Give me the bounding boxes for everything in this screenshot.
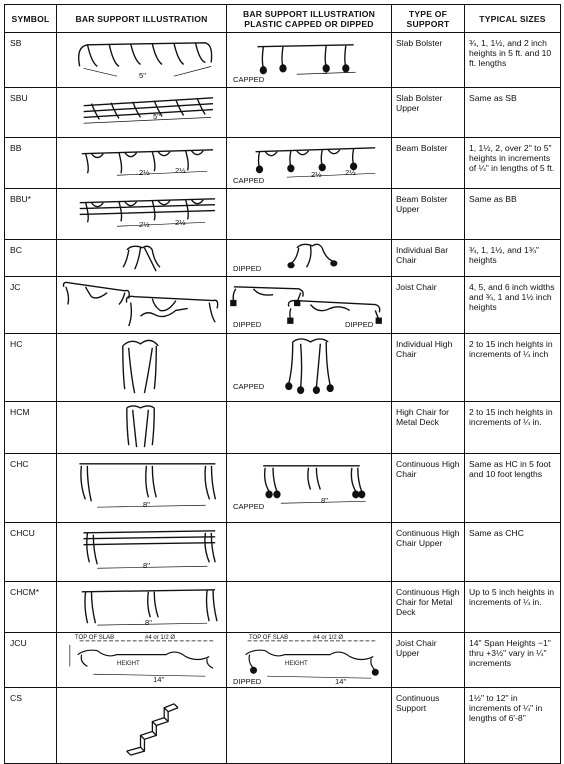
bar-support-illustration: [57, 240, 227, 277]
dimension-label: 5": [323, 67, 330, 76]
bar-support-illustration: [57, 189, 227, 240]
plastic-illustration: [227, 334, 392, 402]
dimension-label: 8": [143, 500, 150, 509]
header-type-line2: SUPPORT: [406, 18, 450, 29]
type-cell: Joist Chair Upper: [392, 633, 465, 688]
bar-support-illustration: [57, 277, 227, 334]
tag-dipped: DIPPED: [233, 264, 262, 273]
plastic-illustration: [227, 454, 392, 523]
type-cell: Beam Bolster: [392, 138, 465, 189]
dimension-label: 5": [139, 71, 146, 80]
symbol-cell: JC: [5, 277, 57, 334]
bar-support-illustration: [57, 523, 227, 582]
tag-dipped-second: DIPPED: [345, 320, 374, 329]
plastic-illustration-empty: [227, 688, 392, 764]
header-type: [392, 5, 465, 33]
symbol-cell: BBU*: [5, 189, 57, 240]
sizes-cell: 4, 5, and 6 inch widths and ¾, 1 and 1½ inch heights: [465, 277, 561, 334]
sizes-cell: 2 to 15 inch heights in increments of ¼ in.: [465, 402, 561, 454]
sizes-cell: 2 to 15 inch heights in increments of ¼ inch: [465, 334, 561, 402]
type-cell: Slab Bolster: [392, 33, 465, 88]
table-row: [5, 33, 561, 88]
type-cell: Slab Bolster Upper: [392, 88, 465, 138]
tag-capped: CAPPED: [233, 502, 265, 511]
type-cell: Continuous Support: [392, 688, 465, 764]
sizes-cell: ¾, 1, 1½, and 2 inch heights in 5 ft. and 10 ft. lengths: [465, 33, 561, 88]
plastic-illustration: [227, 633, 392, 688]
table-row: [5, 402, 561, 454]
symbol-cell: HC: [5, 334, 57, 402]
sizes-cell: Up to 5 inch heights in increments of ¼ in.: [465, 582, 561, 633]
symbol-cell: BC: [5, 240, 57, 277]
type-cell: Individual High Chair: [392, 334, 465, 402]
plastic-illustration: [227, 240, 392, 277]
sizes-cell: Same as HC in 5 foot and 10 foot lengths: [465, 454, 561, 523]
header-plastic-line2: PLASTIC CAPPED OR DIPPED: [244, 18, 374, 29]
dimension-label: 2½: [139, 220, 150, 229]
plastic-illustration-empty: [227, 582, 392, 633]
type-cell: Joist Chair: [392, 277, 465, 334]
bar-support-illustration: [57, 402, 227, 454]
bar-support-illustration: [57, 334, 227, 402]
height-label: HEIGHT: [285, 661, 308, 667]
table-row: [5, 277, 561, 334]
dimension-label: 8": [321, 496, 328, 505]
table-row: [5, 633, 561, 688]
symbol-cell: CHCU: [5, 523, 57, 582]
bar-support-illustration: [57, 33, 227, 88]
symbol-cell: BB: [5, 138, 57, 189]
header-row: [5, 5, 561, 33]
header-plastic: [227, 5, 392, 33]
tag-dipped: DIPPED: [233, 677, 262, 686]
bar-support-illustration: [57, 633, 227, 688]
sizes-cell: Same as CHC: [465, 523, 561, 582]
bar-support-illustration: [57, 454, 227, 523]
type-cell: Continuous High Chair Upper: [392, 523, 465, 582]
bar-support-illustration: [57, 582, 227, 633]
type-cell: Continuous High Chair: [392, 454, 465, 523]
sizes-cell: 14" Span Heights −1" thru +3½" vary in ¼" increments: [465, 633, 561, 688]
table-row: [5, 454, 561, 523]
sizes-cell: 1, 1½, 2, over 2" to 5" heights in increments of ¼" in lengths of 5 ft.: [465, 138, 561, 189]
type-cell: High Chair for Metal Deck: [392, 402, 465, 454]
table-row: [5, 582, 561, 633]
tag-dipped: DIPPED: [233, 320, 262, 329]
span-label: 14": [153, 675, 165, 684]
symbol-cell: CHC: [5, 454, 57, 523]
dimension-label: 2½: [139, 168, 150, 177]
sizes-cell: ¾, 1, 1½, and 1¾" heights: [465, 240, 561, 277]
tag-capped: CAPPED: [233, 382, 265, 391]
bar-note-label: #4 or 1/2 Ø: [145, 635, 176, 641]
plastic-illustration-empty: [227, 189, 392, 240]
table-row: [5, 523, 561, 582]
symbol-cell: CHCM*: [5, 582, 57, 633]
dimension-label: 8": [143, 561, 150, 570]
dimension-label: 8": [145, 618, 152, 627]
table-row: [5, 240, 561, 277]
tag-capped: CAPPED: [233, 75, 265, 84]
header-symbol: SYMBOL: [5, 5, 57, 33]
sizes-cell: Same as BB: [465, 189, 561, 240]
type-cell: Continuous High Chair for Metal Deck: [392, 582, 465, 633]
dimension-label: 2½: [175, 166, 186, 175]
type-cell: Individual Bar Chair: [392, 240, 465, 277]
symbol-cell: HCM: [5, 402, 57, 454]
table-row: [5, 138, 561, 189]
table-row: [5, 88, 561, 138]
sizes-cell: Same as SB: [465, 88, 561, 138]
header-illustration: BAR SUPPORT ILLUSTRATION: [57, 5, 227, 33]
table-row: [5, 334, 561, 402]
type-cell: Beam Bolster Upper: [392, 189, 465, 240]
table-row: [5, 688, 561, 764]
tag-capped: CAPPED: [233, 176, 265, 185]
sizes-cell: 1½" to 12" in increments of ¼" in lengths of 6'-8": [465, 688, 561, 764]
bar-support-illustration: [57, 138, 227, 189]
plastic-illustration: [227, 277, 392, 334]
span-label: 14": [335, 677, 347, 686]
table-row: [5, 189, 561, 240]
symbol-cell: SBU: [5, 88, 57, 138]
dimension-label: 2½: [311, 170, 322, 179]
bar-support-illustration: [57, 88, 227, 138]
plastic-illustration-empty: [227, 523, 392, 582]
bar-note-label: #4 or 1/2 Ø: [313, 635, 344, 641]
plastic-illustration-empty: [227, 402, 392, 454]
top-of-slab-label: TOP OF SLAB: [249, 635, 289, 641]
height-label: HEIGHT: [117, 661, 140, 667]
header-type-line1: TYPE OF: [408, 8, 448, 19]
plastic-illustration-empty: [227, 88, 392, 138]
dimension-label: 2½: [345, 168, 356, 177]
header-sizes: TYPICAL SIZES: [465, 5, 561, 33]
symbol-cell: JCU: [5, 633, 57, 688]
bar-support-table: [4, 4, 561, 764]
symbol-cell: SB: [5, 33, 57, 88]
bar-support-illustration: [57, 688, 227, 764]
plastic-illustration: [227, 138, 392, 189]
plastic-illustration: [227, 33, 392, 88]
dimension-label: 2½: [175, 218, 186, 227]
top-of-slab-label: TOP OF SLAB: [75, 635, 115, 641]
symbol-cell: CS: [5, 688, 57, 764]
dimension-label: 5": [153, 112, 160, 121]
header-plastic-line1: BAR SUPPORT ILLUSTRATION: [242, 8, 376, 19]
